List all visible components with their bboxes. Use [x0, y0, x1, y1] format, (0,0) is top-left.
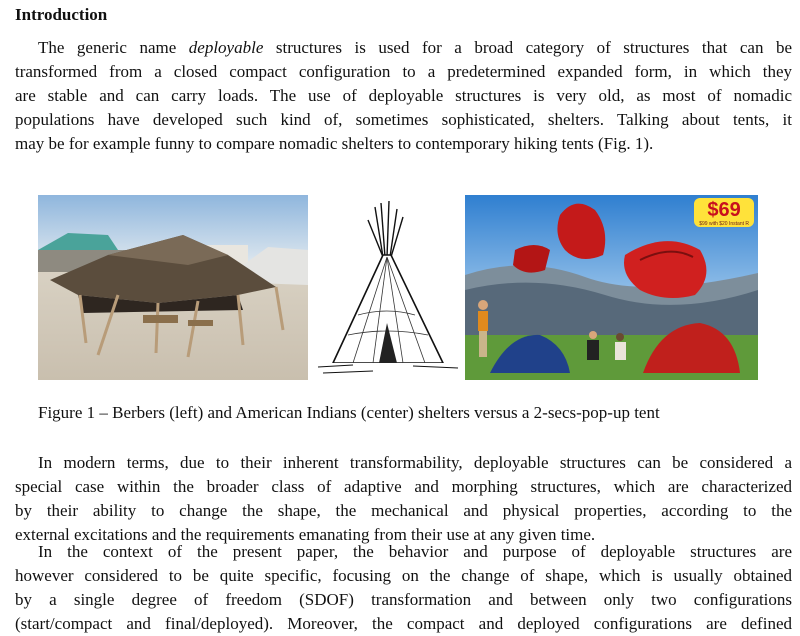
paragraph-line: by a single degree of freedom (SDOF) transformation and between only two configurations [15, 590, 792, 609]
intro-paragraph-1 [15, 36, 792, 156]
paragraph-line: The generic name deployable structures is used for a broad category of structures that can be [38, 38, 792, 57]
section-heading: Introduction [15, 5, 108, 24]
tipi-drawing [313, 195, 461, 380]
berber-tent-illustration [38, 195, 308, 380]
paragraph-line: (start/compact and final/deployed). Moreover, the compact and deployed configurations are defined [15, 614, 792, 633]
paragraph-line: populations have developed such kind of, sometimes sophisticated, shelters. Talking about tents, it [15, 110, 792, 129]
emphasis-deployable: deployable [188, 38, 264, 57]
paragraph-line: by their ability to change the shape, the mechanical and physical properties, according to the [15, 501, 792, 520]
intro-paragraph-3 [15, 540, 792, 636]
paragraph-line: however considered to be quite specific, focusing on the change of shape, which is usually obtained [15, 566, 792, 585]
paragraph-line: In the context of the present paper, the behavior and purpose of deployable structures are [38, 542, 792, 561]
popup-tent-photo [465, 195, 758, 380]
figure-caption: Figure 1 – Berbers (left) and American Indians (center) shelters versus a 2-secs-pop-up tent [38, 403, 660, 422]
intro-paragraph-2 [15, 451, 792, 547]
berber-tent-photo [38, 195, 308, 380]
paragraph-line: In modern terms, due to their inherent transformability, deployable structures can be considered a [38, 453, 792, 472]
paragraph-line: may be for example funny to compare nomadic shelters to contemporary hiking tents (Fig. 1). [15, 134, 654, 153]
paragraph-line: are stable and can carry loads. The use of deployable structures is very old, as most of nomadic [15, 86, 792, 105]
price-badge: $69 $99 with $20 Instant R [694, 198, 754, 227]
tipi-illustration [313, 195, 461, 380]
paragraph-line: external excitations and the requirements emanating from their use at any given time. [15, 525, 596, 544]
paragraph-line: special case within the broader class of adaptive and morphing structures, which are characterized [15, 477, 792, 496]
paragraph-line: transformed from a closed compact configuration to a predetermined expanded form, in which they [15, 62, 792, 81]
